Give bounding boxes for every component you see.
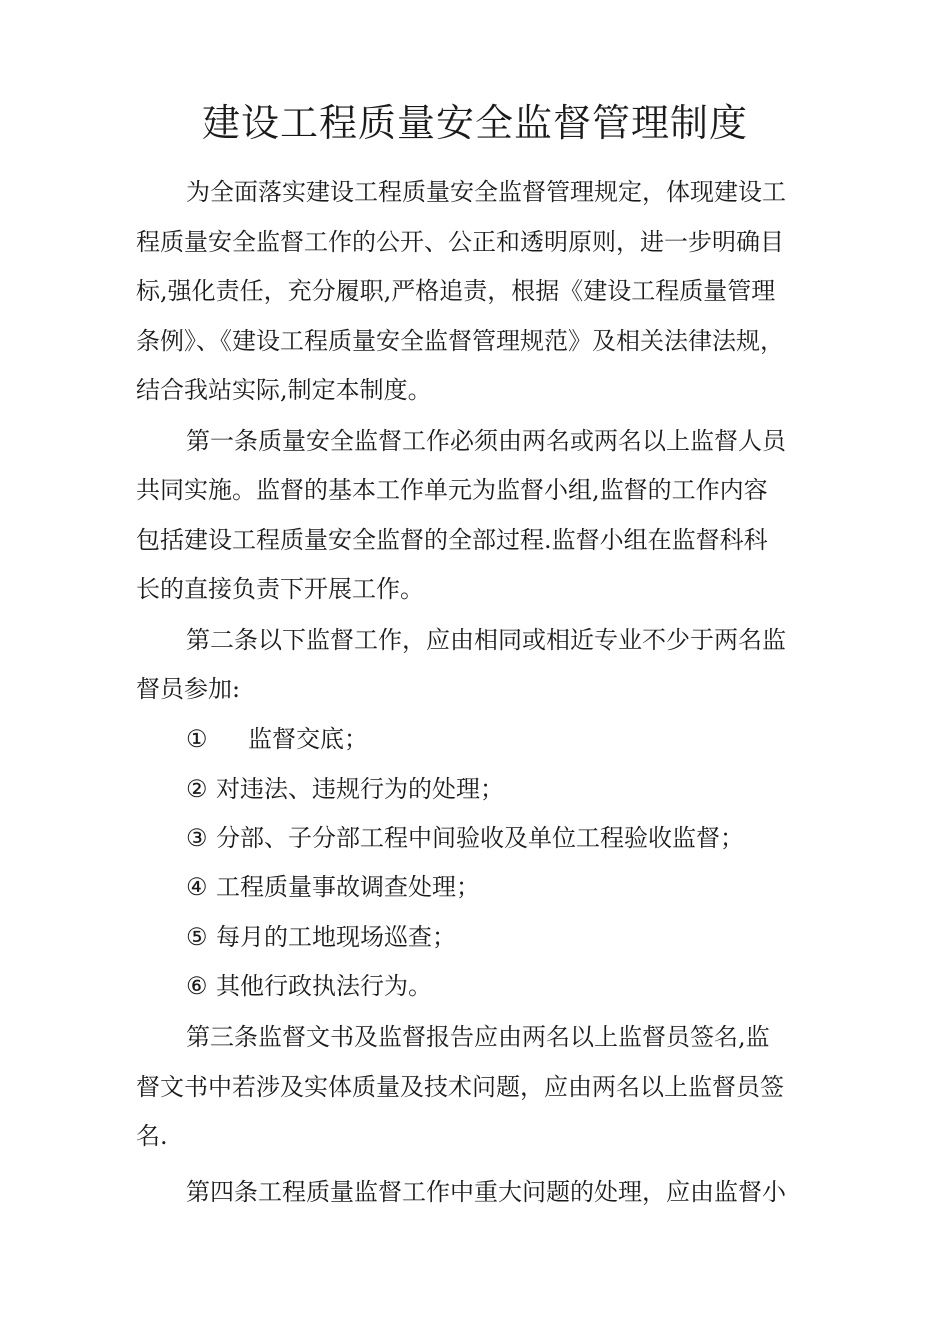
list-marker: ⑥ — [186, 972, 208, 1000]
article2-line-1: 第二条以下监督工作，应由相同或相近专业不少于两名监 — [186, 626, 786, 654]
article3-line-2: 督文书中若涉及实体质量及技术问题，应由两名以上监督员签 — [136, 1073, 784, 1101]
list-text: 监督交底； — [248, 725, 368, 753]
list-marker: ④ — [186, 873, 208, 901]
list-text: 工程质量事故调查处理； — [216, 873, 480, 901]
article1-line-1: 第一条质量安全监督工作必须由两名或两名以上监督人员 — [186, 427, 786, 455]
list-marker: ① — [186, 725, 208, 753]
list-item-4 — [186, 870, 480, 904]
intro-line-2: 程质量安全监督工作的公开、公正和透明原则，进一步明确目 — [136, 228, 784, 256]
article3-line-1: 第三条监督文书及监督报告应由两名以上监督员签名,监 — [186, 1023, 770, 1051]
article4-line-1: 第四条工程质量监督工作中重大问题的处理，应由监督小 — [186, 1178, 786, 1206]
intro-line-5: 结合我站实际,制定本制度。 — [136, 376, 432, 404]
document-title: 建设工程质量安全监督管理制度 — [201, 101, 748, 145]
article1-line-2: 共同实施。监督的基本工作单元为监督小组,监督的工作内容 — [136, 476, 768, 504]
list-text: 对违法、违规行为的处理； — [216, 775, 504, 803]
list-marker: ③ — [186, 824, 208, 852]
list-item-5 — [186, 920, 456, 954]
article1-line-4: 长的直接负责下开展工作。 — [136, 575, 424, 603]
list-marker: ② — [186, 775, 208, 803]
list-text: 分部、子分部工程中间验收及单位工程验收监督； — [216, 824, 744, 852]
list-item-2 — [186, 772, 504, 806]
list-marker: ⑤ — [186, 923, 208, 951]
article3-line-3: 名. — [136, 1122, 168, 1150]
list-item-1 — [186, 722, 368, 756]
intro-line-3: 标,强化责任，充分履职,严格追责，根据《建设工程质量管理 — [136, 277, 776, 305]
list-text: 其他行政执法行为。 — [216, 972, 432, 1000]
list-text: 每月的工地现场巡查； — [216, 923, 456, 951]
list-item-3 — [186, 821, 744, 855]
article2-line-2: 督员参加: — [136, 675, 241, 703]
intro-line-4: 条例》、《建设工程质量安全监督管理规范》及相关法律法规， — [136, 327, 784, 355]
intro-line-1: 为全面落实建设工程质量安全监督管理规定，体现建设工 — [186, 178, 786, 206]
article1-line-3: 包括建设工程质量安全监督的全部过程.监督小组在监督科科 — [136, 526, 768, 554]
list-item-6 — [186, 969, 432, 1003]
